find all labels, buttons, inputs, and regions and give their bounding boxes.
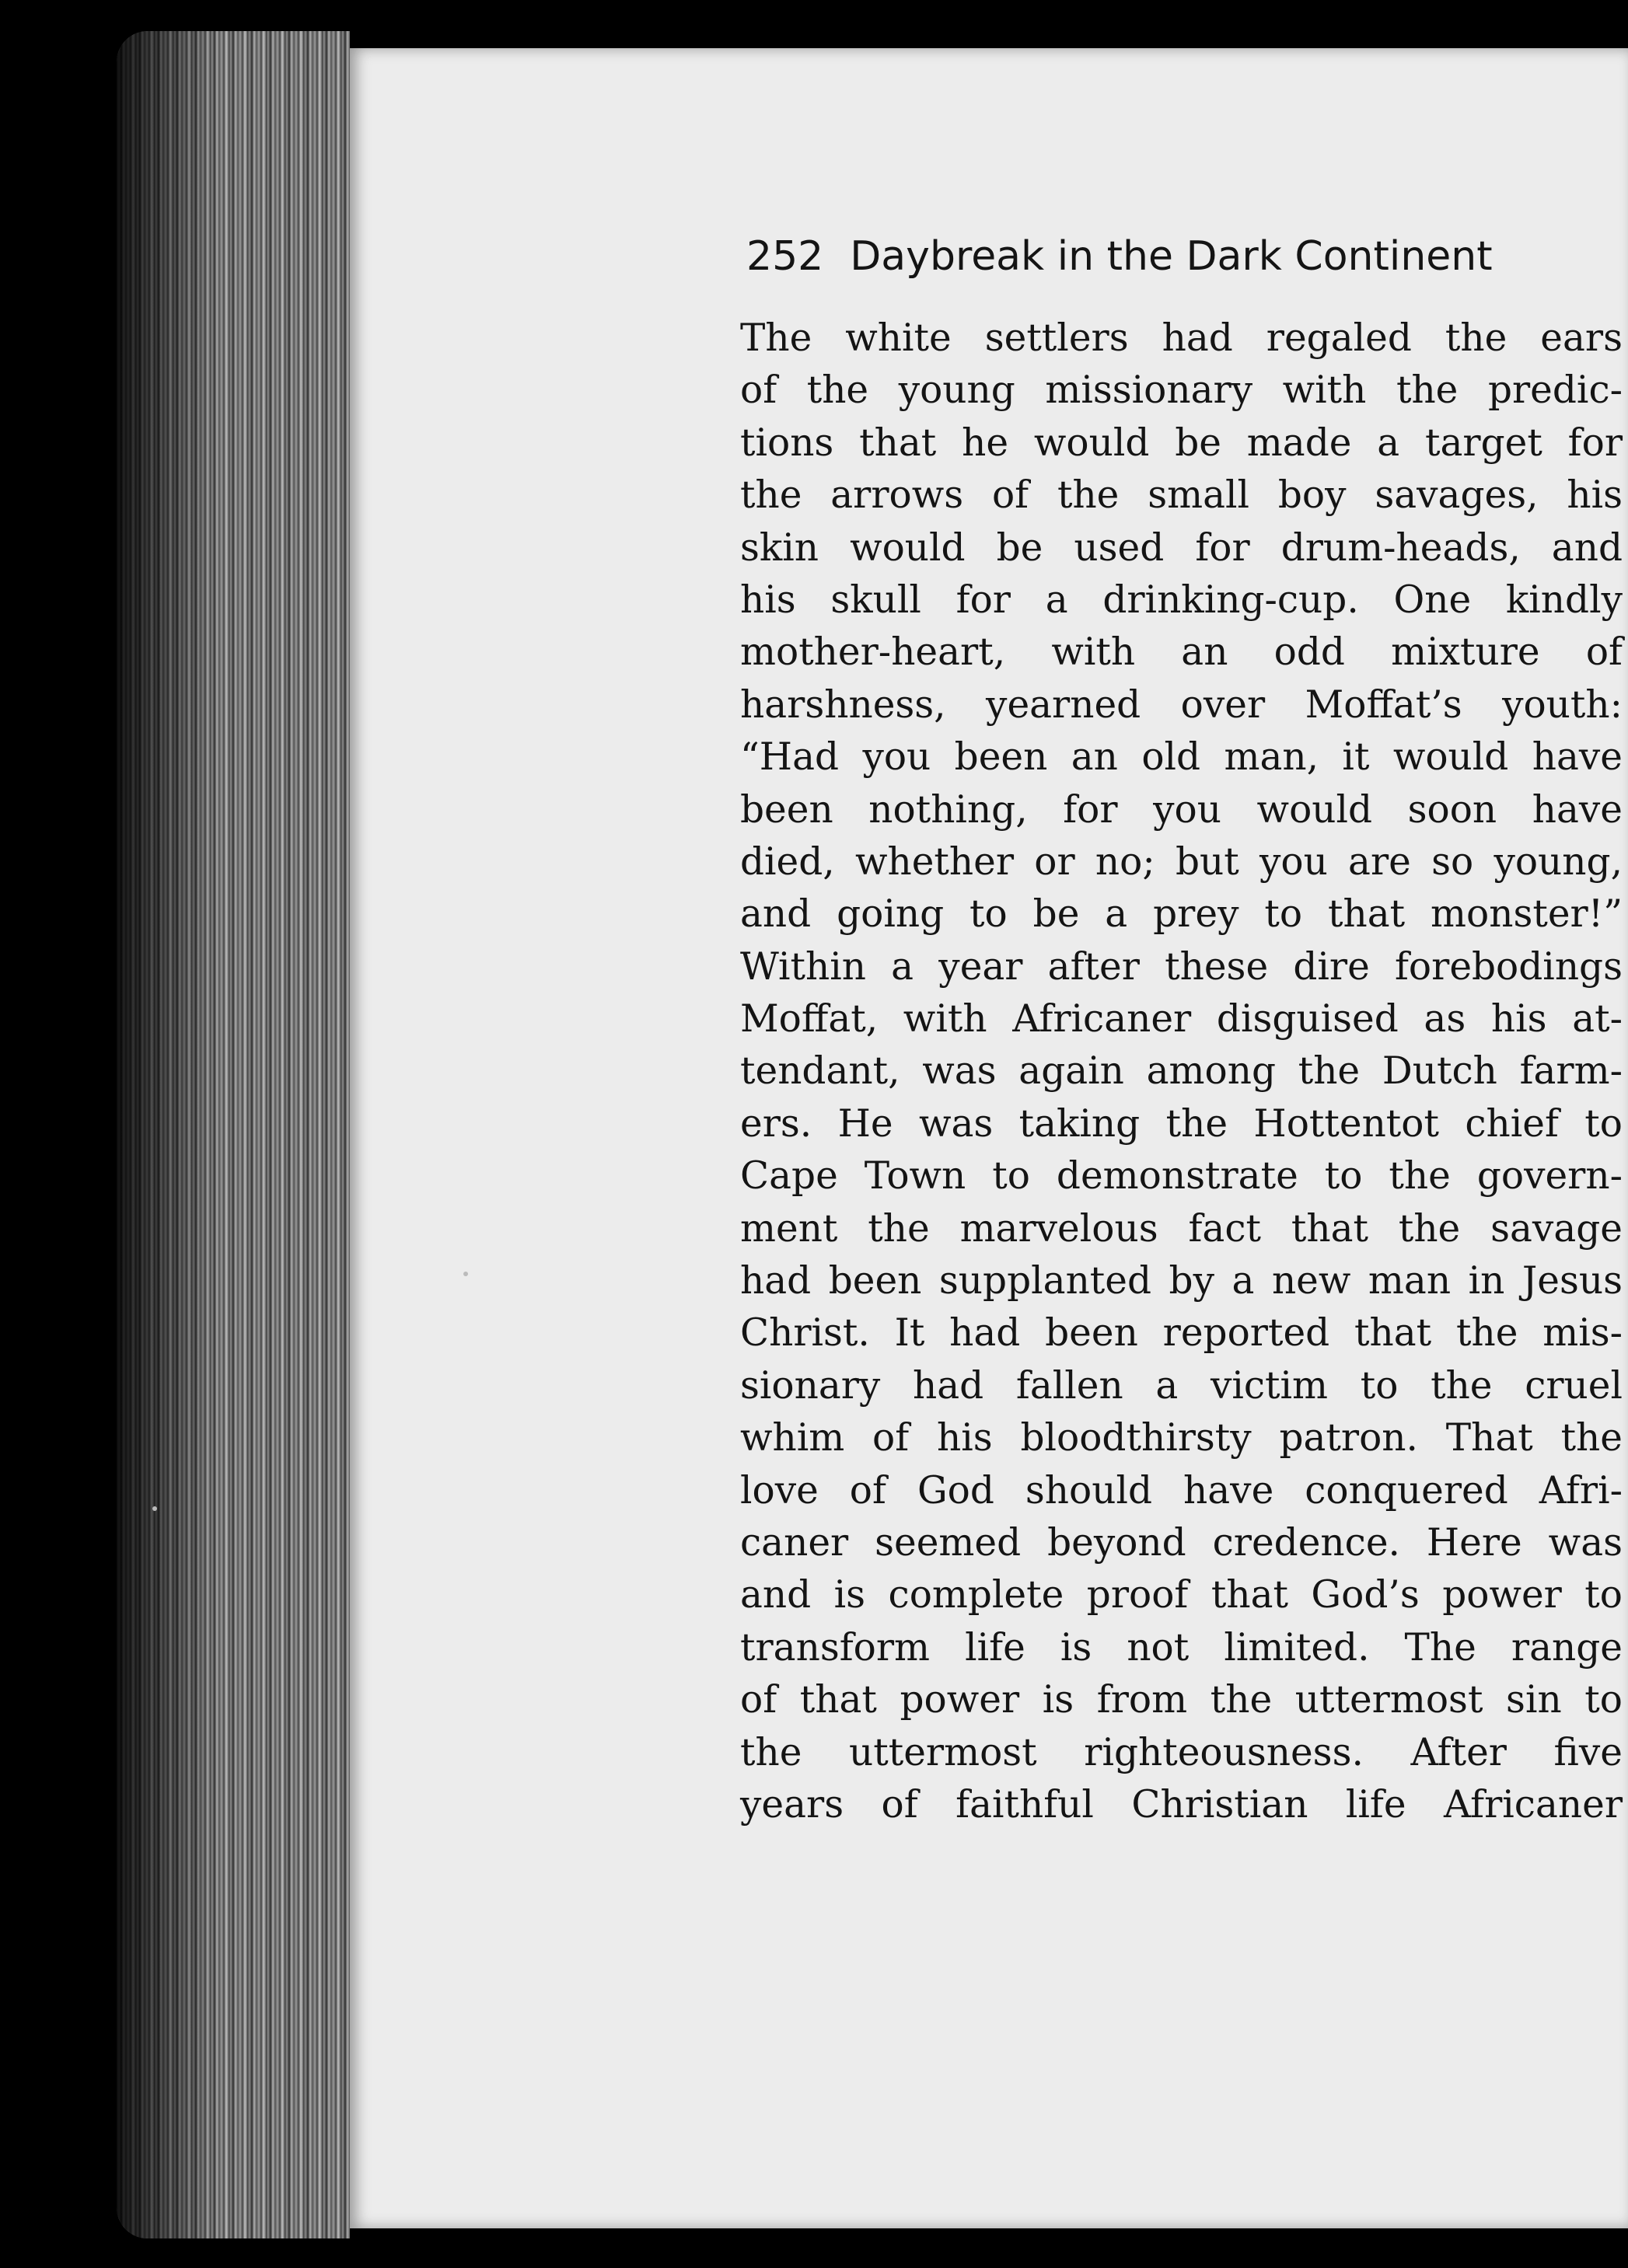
text-line: skin would be used for drum-heads, and: [740, 525, 1623, 570]
text-line: and going to be a prey to that monster!”: [740, 892, 1623, 937]
text-line: tendant, was again among the Dutch farm-: [740, 1049, 1623, 1094]
text-line: The white settlers had regaled the ears: [740, 316, 1623, 360]
text-line: the arrows of the small boy savages, his: [740, 473, 1623, 518]
text-line: ment the marvelous fact that the savage: [740, 1206, 1623, 1251]
text-line: Within a year after these dire forebodings: [740, 944, 1623, 989]
text-line: Christ. It had been reported that the mis-: [740, 1311, 1623, 1356]
text-line: love of God should have conquered Afri-: [740, 1468, 1623, 1513]
text-line: “Had you been an old man, it would have: [740, 735, 1623, 780]
scan-speck: [152, 1506, 157, 1511]
text-line: caner seemed beyond credence. Here was: [740, 1520, 1623, 1565]
running-head: [746, 233, 1617, 280]
scan-speck: [463, 1272, 468, 1276]
page-number: 252: [746, 233, 824, 280]
text-line: his skull for a drinking-cup. One kindly: [740, 577, 1623, 622]
text-line: whim of his bloodthirsty patron. That the: [740, 1416, 1623, 1460]
text-line: the uttermost righteousness. After five: [740, 1730, 1623, 1774]
running-title: Daybreak in the Dark Continent: [850, 233, 1493, 280]
text-line: transform life is not limited. The range: [740, 1625, 1623, 1670]
text-line: mother-heart, with an odd mixture of: [740, 630, 1623, 675]
text-line: of the young missionary with the predic-: [740, 368, 1623, 413]
body-text: [740, 312, 1623, 1831]
text-line: had been supplanted by a new man in Jesus: [740, 1259, 1623, 1303]
text-line: ers. He was taking the Hottentot chief to: [740, 1101, 1623, 1146]
text-line: Moffat, with Africaner disguised as his at-: [740, 997, 1623, 1042]
text-line: tions that he would be made a target for: [740, 420, 1623, 465]
text-line: of that power is from the uttermost sin to: [740, 1678, 1623, 1722]
text-line: and is complete proof that God’s power to: [740, 1573, 1623, 1617]
text-line: Cape Town to demonstrate to the govern-: [740, 1154, 1623, 1199]
book-spine-shadow: [117, 31, 210, 2238]
text-line: harshness, yearned over Moffat’s youth:: [740, 682, 1623, 727]
text-line: years of faithful Christian life Africaner: [740, 1782, 1623, 1827]
text-line: died, whether or no; but you are so young,: [740, 839, 1623, 884]
text-line: sionary had fallen a victim to the cruel: [740, 1363, 1623, 1408]
text-line: been nothing, for you would soon have: [740, 787, 1623, 832]
